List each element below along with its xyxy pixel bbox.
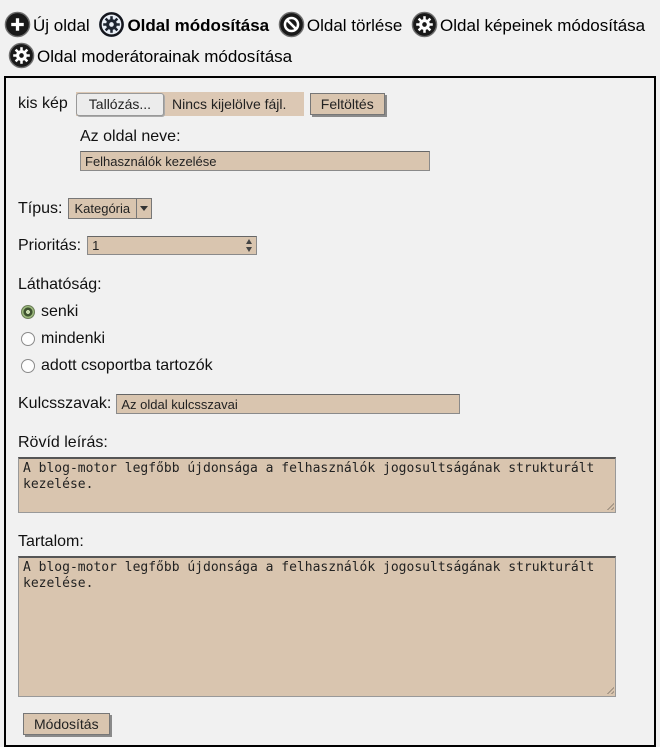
content-wrap <box>18 556 616 697</box>
keywords-row <box>18 394 642 414</box>
visibility-option-group-members[interactable] <box>21 357 642 375</box>
edit-page-form <box>4 76 656 747</box>
priority-label: Prioritás: <box>18 236 82 254</box>
plus-icon <box>4 11 31 38</box>
nav-label-edit-page-moderators[interactable]: Oldal moderátorainak módosítása <box>37 47 293 66</box>
spin-down-icon[interactable] <box>246 247 252 252</box>
content-textarea[interactable] <box>18 556 616 697</box>
priority-stepper[interactable] <box>87 236 257 255</box>
nav-label-delete-page[interactable]: Oldal törlése <box>306 16 403 35</box>
type-select[interactable] <box>68 198 152 219</box>
short-description-wrap <box>18 457 616 513</box>
page-name-label: Az oldal neve: <box>80 128 181 145</box>
priority-row <box>18 236 642 255</box>
type-row <box>18 198 642 219</box>
keywords-input[interactable] <box>116 394 460 414</box>
visibility-option-label[interactable]: adott csoportba tartozók <box>41 357 213 374</box>
nav-item-new-page[interactable] <box>4 16 90 35</box>
upload-button[interactable]: Feltöltés <box>310 93 385 115</box>
submit-button[interactable]: Módosítás <box>23 713 110 735</box>
visibility-option-nobody[interactable] <box>21 303 642 321</box>
page-actions-nav <box>0 0 660 76</box>
no-file-selected-text: Nincs kijelölve fájl. <box>172 96 287 112</box>
visibility-option-everyone[interactable] <box>21 330 642 348</box>
visibility-option-label[interactable]: senki <box>41 303 79 320</box>
page-name-block <box>80 128 642 171</box>
nav-label-edit-page-images[interactable]: Oldal képeinek módosítása <box>440 16 646 35</box>
short-description-label: Rövíd leírás: <box>18 434 108 451</box>
file-input[interactable] <box>76 92 304 116</box>
chevron-down-icon[interactable] <box>136 199 151 218</box>
spinner-buttons[interactable] <box>242 237 256 254</box>
gear-icon <box>98 11 125 38</box>
keywords-label: Kulcsszavak: <box>18 395 112 412</box>
nav-label-edit-page[interactable]: Oldal módosítása <box>127 16 270 35</box>
nav-item-delete-page[interactable] <box>278 16 402 35</box>
visibility-option-label[interactable]: mindenki <box>41 330 106 347</box>
nav-item-edit-page[interactable] <box>98 16 269 35</box>
type-label: Típus: <box>18 199 63 217</box>
browse-button[interactable]: Tallózás... <box>76 93 164 116</box>
small-image-row <box>18 92 642 116</box>
radio-selected-icon[interactable] <box>21 305 35 319</box>
priority-input[interactable] <box>88 237 242 254</box>
visibility-label: Láthatóság: <box>18 276 102 293</box>
page-name-input[interactable] <box>80 151 430 171</box>
radio-unselected-icon[interactable] <box>21 359 35 373</box>
short-description-textarea[interactable] <box>18 457 616 513</box>
ban-icon <box>278 11 305 38</box>
small-image-label: kis kép <box>18 95 68 112</box>
gear-icon <box>8 42 35 69</box>
gear-icon <box>411 11 438 38</box>
submit-row <box>23 713 110 735</box>
nav-label-new-page[interactable]: Új oldal <box>33 16 90 35</box>
spin-up-icon[interactable] <box>246 239 252 244</box>
type-select-value: Kategória <box>74 201 131 216</box>
nav-item-edit-page-images[interactable] <box>411 16 645 35</box>
content-label: Tartalom: <box>18 533 84 550</box>
nav-item-edit-page-moderators[interactable] <box>8 47 292 66</box>
radio-unselected-icon[interactable] <box>21 332 35 346</box>
